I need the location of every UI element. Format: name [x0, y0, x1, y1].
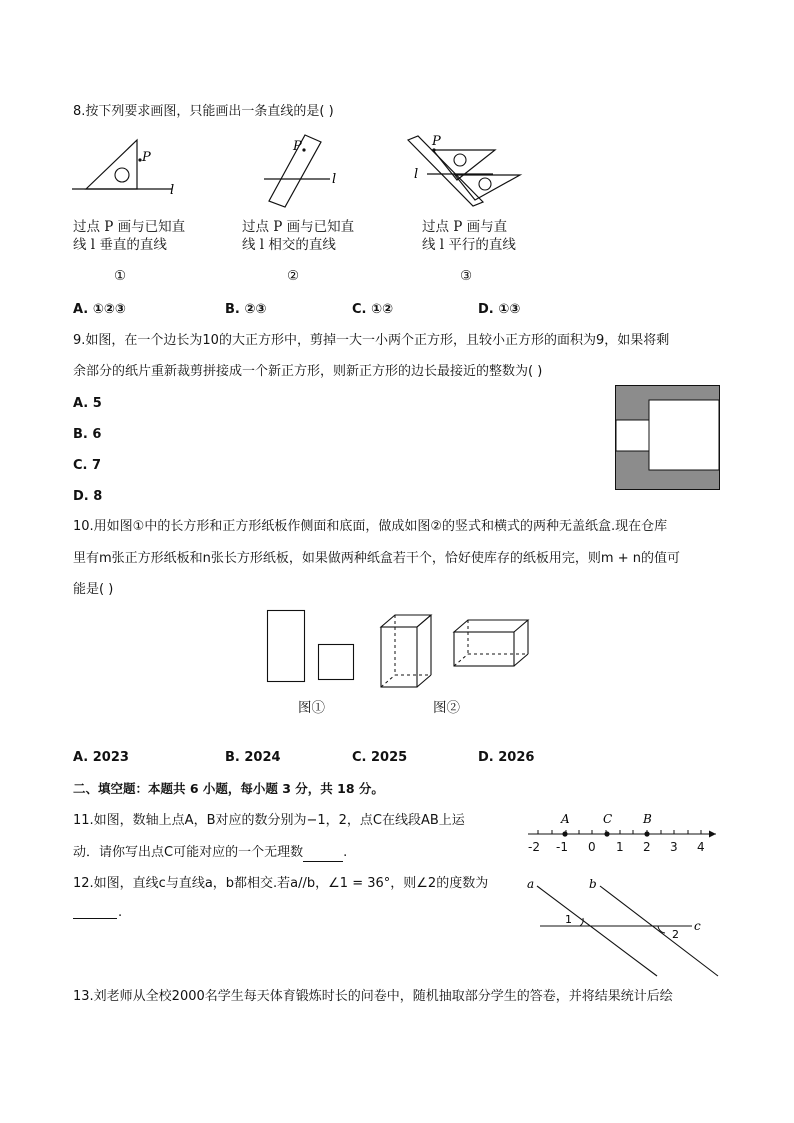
q11-tick-0: 0	[588, 840, 596, 854]
q8-stem: 8.按下列要求画图，只能画出一条直线的是( )	[73, 104, 334, 119]
q10-stem-line-1: 10.用如图①中的长方形和正方形纸板作侧面和底面，做成如图②的竖式和横式的两种无盖纸盒.现在仓库	[73, 519, 668, 534]
q10-option-d: D. 2026	[478, 750, 535, 765]
q13-stem-line-1: 13.刘老师从全校2000名学生每天体育锻炼时长的问卷中，随机抽取部分学生的答卷，并将结果统计后绘	[73, 989, 673, 1004]
q11-stem-line-2	[73, 844, 347, 862]
q9-option-d: D. 8	[73, 489, 103, 504]
q12-angle-2-label: 2	[672, 928, 679, 941]
q8-fig1-label-p: P	[142, 150, 151, 165]
q11-answer-blank[interactable]	[303, 848, 343, 862]
q11-label-b: B	[643, 812, 652, 826]
q10-option-b: B. 2024	[225, 750, 281, 765]
section-2-heading: 二、填空题：本题共 6 小题，每小题 3 分，共 18 分。	[73, 781, 384, 796]
q8-fig2-number: ②	[287, 268, 300, 284]
q11-stem-end: .	[343, 845, 348, 860]
q12-label-b: b	[589, 877, 597, 891]
q8-option-b: B. ②③	[225, 302, 267, 317]
q11-tick-3: 3	[670, 840, 678, 854]
q8-fig2-caption-1: 过点 P 画与已知直	[242, 219, 355, 235]
q11-label-c: C	[603, 812, 613, 826]
q12-parallel-lines-figure	[520, 872, 725, 980]
q12-angle-1-label: 1	[565, 913, 572, 926]
q12-answer-blank[interactable]	[73, 904, 117, 919]
q8-fig3-number: ③	[460, 268, 473, 284]
q8-fig3-caption-1: 过点 P 画与直	[422, 219, 508, 235]
q10-stem-line-2: 里有m张正方形纸板和n张长方形纸板，如果做两种纸盒若干个，恰好使库存的纸板用完，则m + n的值可	[73, 551, 680, 566]
q10-option-a: A. 2023	[73, 750, 129, 765]
q8-fig2-caption-2: 线 l 相交的直线	[242, 237, 336, 253]
q8-fig1-caption-1: 过点 P 画与已知直	[73, 219, 186, 235]
q11-tick-2: 2	[643, 840, 651, 854]
q8-figure-2	[262, 135, 352, 210]
q12-label-c: c	[694, 919, 701, 933]
q11-tick-4: 4	[697, 840, 705, 854]
q8-fig2-label-l: l	[332, 172, 337, 187]
q8-figure-1	[70, 140, 190, 200]
q8-fig1-caption-2: 线 l 垂直的直线	[73, 237, 167, 253]
q10-stem-line-3: 能是( )	[73, 582, 114, 597]
q12-label-a: a	[527, 877, 535, 891]
q8-fig1-label-l: l	[170, 183, 175, 198]
q8-fig3-label-l: l	[414, 167, 419, 182]
q11-label-a: A	[561, 812, 570, 826]
q12-stem-line-1: 12.如图，直线c与直线a，b都相交.若a//b，∠1 = 36°，则∠2的度数为	[73, 876, 489, 891]
q10-fig2-caption: 图②	[433, 700, 460, 716]
q10-figure	[265, 608, 535, 693]
q11-tick-neg2: -2	[528, 840, 540, 854]
q9-option-c: C. 7	[73, 458, 102, 473]
q8-fig1-number: ①	[114, 268, 127, 284]
q10-option-c: C. 2025	[352, 750, 408, 765]
q9-square-figure	[615, 385, 721, 491]
q9-stem-line-2: 余部分的纸片重新裁剪拼接成一个新正方形，则新正方形的边长最接近的整数为( )	[73, 364, 543, 379]
q11-tick-1: 1	[616, 840, 624, 854]
q8-option-a: A. ①②③	[73, 302, 126, 317]
q8-option-d: D. ①③	[478, 302, 521, 317]
q8-figure-3	[405, 132, 530, 210]
q11-stem-line-1: 11.如图，数轴上点A，B对应的数分别为−1，2，点C在线段AB上运	[73, 813, 465, 828]
q9-option-b: B. 6	[73, 427, 102, 442]
q8-option-c: C. ①②	[352, 302, 394, 317]
q9-option-a: A. 5	[73, 396, 102, 411]
q9-stem-line-1: 9.如图，在一个边长为10的大正方形中，剪掉一大一小两个正方形，且较小正方形的面积为9，如果将剩	[73, 333, 670, 348]
q12-stem-end: .	[118, 905, 123, 920]
q10-fig1-caption: 图①	[298, 700, 325, 716]
q8-fig2-label-p: P	[293, 139, 302, 154]
q8-fig3-caption-2: 线 l 平行的直线	[422, 237, 516, 253]
q11-number-line	[520, 808, 720, 856]
q8-fig3-label-p: P	[432, 134, 441, 149]
q11-stem-line-2-text: 动．请你写出点C可能对应的一个无理数	[73, 845, 304, 860]
q11-tick-neg1: -1	[556, 840, 568, 854]
